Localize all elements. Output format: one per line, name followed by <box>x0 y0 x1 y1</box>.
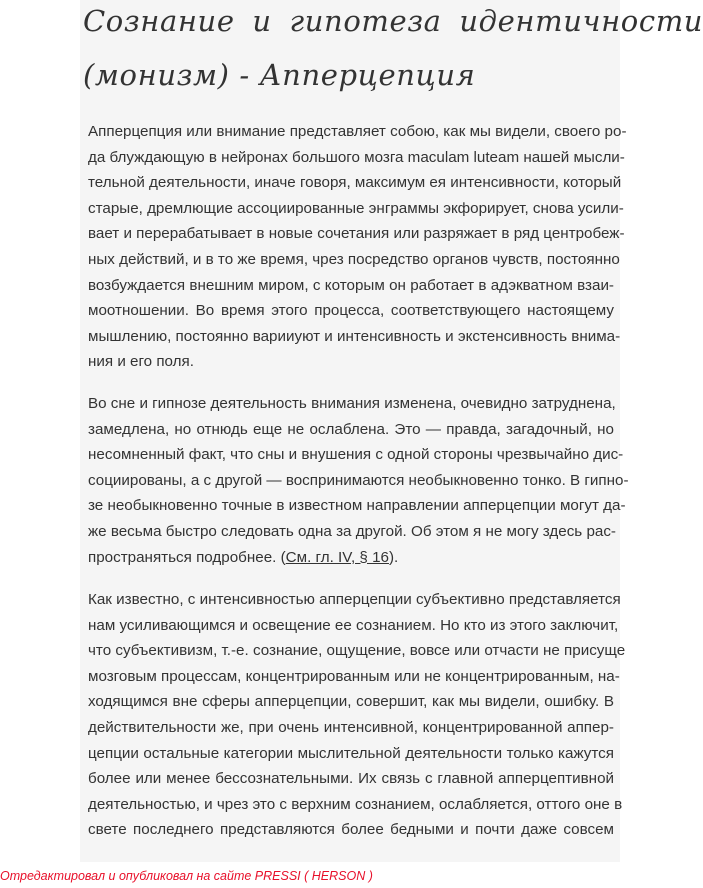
text-line: зе необыкновенно точные в известном направлении апперцепции могут да- <box>88 497 626 515</box>
cross-reference-link[interactable]: См. гл. IV, § 16 <box>285 548 389 566</box>
chapter-title: Сознание и гипотеза идентичности <box>83 4 703 38</box>
text-line: социированы, а с другой — воспринимаются необыкновенно тонко. В гипно- <box>88 471 629 489</box>
text-line <box>88 545 614 571</box>
text-line: деятельностью, и чрез это с верхним сознанием, ослабляется, оттого оне в <box>88 795 623 813</box>
text-line: ния и его поля. <box>88 353 194 371</box>
text-line: более или менее бессознательными. Их связь с главной апперцептивной <box>88 770 614 788</box>
text-line: Как известно, с интенсивностью апперцепции субъективно представляется <box>88 591 621 608</box>
paragraph-2 <box>88 391 629 570</box>
text-line: Апперцепция или внимание представляет собою, как мы видели, своего ро- <box>88 123 627 140</box>
text-line: мышлению, постоянно варииуют и интенсивность и экстенсивность внима- <box>88 327 621 345</box>
text-line: же весьма быстро следовать одна за другой. Об этом я не могу здесь рас- <box>88 522 616 540</box>
paragraph-1 <box>88 119 627 375</box>
text-line: возбуждается внешним миром, с которым он работает в адэкватном взаи- <box>88 276 614 294</box>
publisher-footer: Отредактировал и опубликовал на сайте PRESSI ( HERSON ) <box>0 869 373 883</box>
paragraph-3 <box>88 587 626 843</box>
text-fragment: ). <box>388 548 399 566</box>
text-line: цепции остальные категории мыслительной деятельности только кажутся <box>88 744 614 762</box>
text-line: Во сне и гипнозе деятельность внимания изменена, очевидно затруднена, <box>88 395 616 412</box>
chapter-title-continued: (монизм) - Апперцепция <box>83 58 476 92</box>
text-line: тельной деятельности, иначе говоря, максимум ея интенсивности, который <box>88 174 622 192</box>
text-line: мозговым процессам, концентрированным или не концентрированным, на- <box>88 667 620 685</box>
text-line: да блуждающую в нейронах большого мозга maculam luteam нашей мысли- <box>88 148 625 166</box>
text-line: моотношении. Во время этого процесса, соответствующего настоящему <box>88 302 614 320</box>
text-fragment: пространяться подробнее. ( <box>88 548 286 566</box>
text-line: замедлена, но отнюдь еще не ослаблена. Это — правда, загадочный, но <box>88 420 614 438</box>
text-line: свете последнего представляются более бедными и почти даже совсем <box>88 821 614 839</box>
text-line: старые, дремлющие ассоциированные энграммы экфорирует, снова усили- <box>88 199 624 217</box>
text-line: действительности же, при очень интенсивной, концентрированной аппер- <box>88 718 614 736</box>
text-line: что субъективизм, т.-е. сознание, ощущение, вовсе или отчасти не присуще <box>88 642 626 660</box>
text-line: вает и перерабатывает в новые сочетания или разряжает в ряд центробеж- <box>88 225 625 243</box>
text-line: ных действий, и в то же время, чрез посредство органов чувств, постоянно <box>88 250 620 268</box>
text-line: несомненный факт, что сны и внушения с одной стороны чрезвычайно дис- <box>88 446 624 464</box>
text-line: нам усиливающимся и освещение ее сознанием. Но кто из этого заключит, <box>88 616 619 634</box>
text-line: ходящимся вне сферы апперцепции, совершит, как мы видели, ошибку. В <box>88 693 614 711</box>
